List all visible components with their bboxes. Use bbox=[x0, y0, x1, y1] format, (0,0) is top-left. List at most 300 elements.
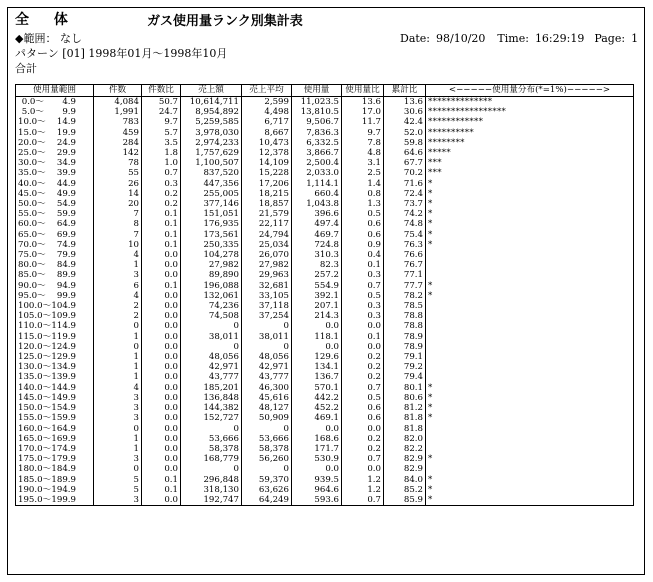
usage-ratio-cell: 0.4 bbox=[342, 250, 384, 260]
range-high: 119.9 bbox=[51, 331, 76, 342]
table-row bbox=[16, 97, 634, 108]
range-low: 115.0〜 bbox=[18, 331, 52, 342]
count-cell: 5 bbox=[94, 485, 142, 495]
range-cell bbox=[16, 342, 94, 352]
usage-ratio-cell: 17.0 bbox=[342, 107, 384, 117]
range-high: 184.9 bbox=[51, 464, 76, 475]
range-cell bbox=[16, 107, 94, 117]
usage-cell: 396.6 bbox=[292, 209, 342, 219]
sales-cell: 74,236 bbox=[181, 301, 242, 311]
usage-ratio-cell: 13.6 bbox=[342, 97, 384, 108]
col-header: 件数比 bbox=[142, 85, 181, 97]
cum-ratio-cell: 80.6 bbox=[384, 393, 426, 403]
range-cell bbox=[16, 260, 94, 270]
usage-cell: 593.6 bbox=[292, 495, 342, 506]
sales-cell: 185,201 bbox=[181, 383, 242, 393]
cum-ratio-cell: 67.7 bbox=[384, 158, 426, 168]
range-high: 114.9 bbox=[51, 321, 76, 332]
table-row bbox=[16, 475, 634, 485]
sales-avg-cell: 8,667 bbox=[242, 128, 292, 138]
table-row bbox=[16, 301, 634, 311]
range-low: 70.0〜 bbox=[18, 239, 46, 250]
usage-ratio-cell: 0.6 bbox=[342, 403, 384, 413]
cum-ratio-cell: 82.9 bbox=[384, 454, 426, 464]
range-cell bbox=[16, 495, 94, 506]
count-cell: 4 bbox=[94, 291, 142, 301]
count-cell: 5 bbox=[94, 475, 142, 485]
range-cell bbox=[16, 403, 94, 413]
sales-cell: 447,356 bbox=[181, 179, 242, 189]
range-low: 25.0〜 bbox=[18, 148, 46, 159]
usage-cell: 452.2 bbox=[292, 403, 342, 413]
sales-cell: 377,146 bbox=[181, 199, 242, 209]
count-cell: 0 bbox=[94, 464, 142, 474]
table-row bbox=[16, 138, 634, 148]
range-cell bbox=[16, 219, 94, 229]
sales-cell: 74,508 bbox=[181, 311, 242, 321]
range-cell bbox=[16, 128, 94, 138]
distribution-bar: * bbox=[426, 393, 634, 403]
table-row bbox=[16, 362, 634, 372]
range-low: 55.0〜 bbox=[18, 209, 46, 220]
range-low: 75.0〜 bbox=[18, 250, 46, 261]
count-ratio-cell: 0.3 bbox=[142, 179, 181, 189]
cum-ratio-cell: 76.6 bbox=[384, 250, 426, 260]
distribution-bar: ********** bbox=[426, 128, 634, 138]
sales-avg-cell: 24,794 bbox=[242, 230, 292, 240]
sales-cell: 3,978,030 bbox=[181, 128, 242, 138]
sales-cell: 192,747 bbox=[181, 495, 242, 506]
usage-cell: 724.8 bbox=[292, 240, 342, 250]
usage-cell: 13,810.5 bbox=[292, 107, 342, 117]
count-ratio-cell: 0.0 bbox=[142, 321, 181, 331]
sales-cell: 10,614,711 bbox=[181, 97, 242, 108]
range-high: 64.9 bbox=[56, 219, 76, 230]
distribution-bar bbox=[426, 270, 634, 280]
col-header: 累計比 bbox=[384, 85, 426, 97]
usage-ratio-cell: 0.1 bbox=[342, 332, 384, 342]
table-row bbox=[16, 199, 634, 209]
count-cell: 2 bbox=[94, 301, 142, 311]
range-high: 154.9 bbox=[51, 403, 76, 414]
sales-avg-cell: 58,378 bbox=[242, 444, 292, 454]
count-ratio-cell: 0.1 bbox=[142, 475, 181, 485]
table-row bbox=[16, 158, 634, 168]
sales-cell: 5,259,585 bbox=[181, 117, 242, 127]
pattern-line bbox=[15, 47, 227, 60]
cum-ratio-cell: 30.6 bbox=[384, 107, 426, 117]
table-row bbox=[16, 260, 634, 270]
count-ratio-cell: 24.7 bbox=[142, 107, 181, 117]
range-high: 19.9 bbox=[56, 127, 76, 138]
cum-ratio-cell: 70.2 bbox=[384, 168, 426, 178]
date-value: 98/10/20 bbox=[436, 32, 486, 45]
table-row bbox=[16, 117, 634, 127]
count-ratio-cell: 0.0 bbox=[142, 332, 181, 342]
count-ratio-cell: 0.0 bbox=[142, 372, 181, 382]
range-high: 149.9 bbox=[51, 392, 76, 403]
distribution-bar: * bbox=[426, 199, 634, 209]
sales-avg-cell: 10,473 bbox=[242, 138, 292, 148]
count-ratio-cell: 1.8 bbox=[142, 148, 181, 158]
table-row bbox=[16, 148, 634, 158]
count-ratio-cell: 0.1 bbox=[142, 485, 181, 495]
count-ratio-cell: 50.7 bbox=[142, 97, 181, 108]
sales-cell: 173,561 bbox=[181, 230, 242, 240]
cum-ratio-cell: 81.8 bbox=[384, 424, 426, 434]
cum-ratio-cell: 78.8 bbox=[384, 321, 426, 331]
usage-ratio-cell: 2.5 bbox=[342, 168, 384, 178]
range-low: 140.0〜 bbox=[18, 382, 52, 393]
table-row bbox=[16, 454, 634, 464]
cum-ratio-cell: 81.8 bbox=[384, 413, 426, 423]
range-cell bbox=[16, 209, 94, 219]
col-header: 売上額 bbox=[181, 85, 242, 97]
range-cell bbox=[16, 444, 94, 454]
range-cell bbox=[16, 189, 94, 199]
cum-ratio-cell: 73.7 bbox=[384, 199, 426, 209]
usage-ratio-cell: 11.7 bbox=[342, 117, 384, 127]
count-cell: 4,084 bbox=[94, 97, 142, 108]
usage-cell: 0.0 bbox=[292, 342, 342, 352]
cum-ratio-cell: 59.8 bbox=[384, 138, 426, 148]
range-low: 135.0〜 bbox=[18, 372, 52, 383]
range-high: 144.9 bbox=[51, 382, 76, 393]
usage-cell: 3,866.7 bbox=[292, 148, 342, 158]
range-low: 15.0〜 bbox=[18, 127, 46, 138]
range-cell bbox=[16, 475, 94, 485]
range-low: 150.0〜 bbox=[18, 403, 52, 414]
usage-cell: 0.0 bbox=[292, 424, 342, 434]
count-ratio-cell: 0.0 bbox=[142, 342, 181, 352]
distribution-bar bbox=[426, 424, 634, 434]
sales-cell: 42,971 bbox=[181, 362, 242, 372]
sales-cell: 58,378 bbox=[181, 444, 242, 454]
usage-cell: 570.1 bbox=[292, 383, 342, 393]
range-low: 20.0〜 bbox=[18, 137, 46, 148]
table-row bbox=[16, 342, 634, 352]
col-header: <−−−−−使用量分布(*=1%)−−−−−> bbox=[426, 85, 634, 97]
distribution-bar: * bbox=[426, 485, 634, 495]
sales-avg-cell: 32,681 bbox=[242, 281, 292, 291]
usage-cell: 257.2 bbox=[292, 270, 342, 280]
count-ratio-cell: 0.0 bbox=[142, 260, 181, 270]
usage-cell: 554.9 bbox=[292, 281, 342, 291]
usage-cell: 939.5 bbox=[292, 475, 342, 485]
distribution-bar: ************** bbox=[426, 97, 634, 108]
range-low: 85.0〜 bbox=[18, 270, 46, 281]
usage-cell: 0.0 bbox=[292, 464, 342, 474]
sales-cell: 837,520 bbox=[181, 168, 242, 178]
sales-avg-cell: 2,599 bbox=[242, 97, 292, 108]
time-value: 16:29:19 bbox=[534, 32, 585, 45]
usage-cell: 530.9 bbox=[292, 454, 342, 464]
usage-cell: 497.4 bbox=[292, 219, 342, 229]
report-title: ガス使用量ランク別集計表 bbox=[147, 14, 303, 29]
sales-avg-cell: 56,260 bbox=[242, 454, 292, 464]
range-low: 5.0〜 bbox=[21, 107, 44, 118]
col-header: 使用量範囲 bbox=[16, 85, 94, 97]
usage-ratio-cell: 0.0 bbox=[342, 342, 384, 352]
table-header-row bbox=[16, 85, 634, 97]
count-ratio-cell: 0.0 bbox=[142, 311, 181, 321]
count-cell: 55 bbox=[94, 168, 142, 178]
range-low: 155.0〜 bbox=[18, 413, 52, 424]
usage-cell: 0.0 bbox=[292, 321, 342, 331]
pattern-label: パターン bbox=[15, 47, 59, 60]
sales-cell: 2,974,233 bbox=[181, 138, 242, 148]
range-low: 35.0〜 bbox=[18, 168, 46, 179]
distribution-bar: * bbox=[426, 281, 634, 291]
distribution-bar: ***************** bbox=[426, 107, 634, 117]
count-cell: 78 bbox=[94, 158, 142, 168]
sales-avg-cell: 15,228 bbox=[242, 168, 292, 178]
table-row bbox=[16, 270, 634, 280]
table-row bbox=[16, 393, 634, 403]
range-cell bbox=[16, 485, 94, 495]
cum-ratio-cell: 82.9 bbox=[384, 464, 426, 474]
range-cell bbox=[16, 148, 94, 158]
count-ratio-cell: 0.0 bbox=[142, 270, 181, 280]
usage-ratio-cell: 0.3 bbox=[342, 301, 384, 311]
table-row bbox=[16, 332, 634, 342]
range-high: 124.9 bbox=[51, 341, 76, 352]
range-low: 65.0〜 bbox=[18, 229, 46, 240]
range-value: なし bbox=[59, 32, 82, 45]
count-cell: 7 bbox=[94, 230, 142, 240]
distribution-bar: *** bbox=[426, 168, 634, 178]
range-low: 100.0〜 bbox=[18, 301, 52, 312]
count-cell: 1 bbox=[94, 372, 142, 382]
range-high: 54.9 bbox=[56, 199, 76, 210]
count-cell: 1,991 bbox=[94, 107, 142, 117]
range-low: 50.0〜 bbox=[18, 199, 46, 210]
count-ratio-cell: 0.0 bbox=[142, 403, 181, 413]
range-cell bbox=[16, 179, 94, 189]
range-low: 45.0〜 bbox=[18, 188, 46, 199]
usage-ratio-cell: 0.6 bbox=[342, 413, 384, 423]
sales-cell: 43,777 bbox=[181, 372, 242, 382]
usage-cell: 7,836.3 bbox=[292, 128, 342, 138]
distribution-bar: * bbox=[426, 403, 634, 413]
count-cell: 2 bbox=[94, 311, 142, 321]
usage-ratio-cell: 1.2 bbox=[342, 475, 384, 485]
range-cell bbox=[16, 454, 94, 464]
count-cell: 3 bbox=[94, 413, 142, 423]
sales-avg-cell: 25,034 bbox=[242, 240, 292, 250]
count-ratio-cell: 0.0 bbox=[142, 434, 181, 444]
table-row bbox=[16, 240, 634, 250]
count-ratio-cell: 0.0 bbox=[142, 352, 181, 362]
sales-cell: 176,935 bbox=[181, 219, 242, 229]
range-cell bbox=[16, 97, 94, 108]
usage-ratio-cell: 0.7 bbox=[342, 281, 384, 291]
count-ratio-cell: 0.0 bbox=[142, 291, 181, 301]
distribution-bar bbox=[426, 342, 634, 352]
sales-avg-cell: 0 bbox=[242, 464, 292, 474]
count-cell: 0 bbox=[94, 424, 142, 434]
cum-ratio-cell: 82.2 bbox=[384, 444, 426, 454]
usage-ratio-cell: 0.7 bbox=[342, 495, 384, 506]
distribution-bar bbox=[426, 372, 634, 382]
range-high: 194.9 bbox=[51, 484, 76, 495]
range-cell bbox=[16, 413, 94, 423]
sales-cell: 48,056 bbox=[181, 352, 242, 362]
cum-ratio-cell: 64.6 bbox=[384, 148, 426, 158]
range-cell bbox=[16, 168, 94, 178]
sales-avg-cell: 18,857 bbox=[242, 199, 292, 209]
report-meta bbox=[400, 32, 638, 45]
count-ratio-cell: 1.0 bbox=[142, 158, 181, 168]
usage-ratio-cell: 0.8 bbox=[342, 189, 384, 199]
cum-ratio-cell: 77.1 bbox=[384, 270, 426, 280]
range-high: 134.9 bbox=[51, 362, 76, 373]
range-cell bbox=[16, 383, 94, 393]
usage-cell: 442.2 bbox=[292, 393, 342, 403]
count-ratio-cell: 0.1 bbox=[142, 230, 181, 240]
usage-cell: 11,023.5 bbox=[292, 97, 342, 108]
col-header: 件数 bbox=[94, 85, 142, 97]
distribution-bar: * bbox=[426, 383, 634, 393]
sales-avg-cell: 50,909 bbox=[242, 413, 292, 423]
distribution-bar: * bbox=[426, 189, 634, 199]
range-line bbox=[15, 32, 82, 45]
distribution-bar: * bbox=[426, 209, 634, 219]
usage-ratio-cell: 7.8 bbox=[342, 138, 384, 148]
usage-ratio-cell: 3.1 bbox=[342, 158, 384, 168]
usage-cell: 469.1 bbox=[292, 413, 342, 423]
count-ratio-cell: 0.0 bbox=[142, 454, 181, 464]
usage-ratio-cell: 0.5 bbox=[342, 209, 384, 219]
count-ratio-cell: 0.0 bbox=[142, 383, 181, 393]
range-low: 120.0〜 bbox=[18, 341, 52, 352]
range-high: 139.9 bbox=[51, 372, 76, 383]
distribution-bar: * bbox=[426, 291, 634, 301]
sales-avg-cell: 22,117 bbox=[242, 219, 292, 229]
range-high: 89.9 bbox=[56, 270, 76, 281]
usage-cell: 469.7 bbox=[292, 230, 342, 240]
sales-cell: 89,890 bbox=[181, 270, 242, 280]
distribution-bar bbox=[426, 332, 634, 342]
range-high: 169.9 bbox=[51, 433, 76, 444]
col-header: 使用量 bbox=[292, 85, 342, 97]
table-row bbox=[16, 230, 634, 240]
cum-ratio-cell: 74.2 bbox=[384, 209, 426, 219]
range-high: 69.9 bbox=[56, 229, 76, 240]
range-cell bbox=[16, 321, 94, 331]
report-scope: 全 体 bbox=[15, 12, 78, 28]
count-cell: 3 bbox=[94, 495, 142, 506]
range-cell bbox=[16, 332, 94, 342]
total-label: 合計 bbox=[15, 62, 37, 75]
pattern-value: [01] 1998年01月〜1998年10月 bbox=[62, 47, 228, 60]
sales-cell: 255,005 bbox=[181, 189, 242, 199]
distribution-bar bbox=[426, 311, 634, 321]
distribution-bar: * bbox=[426, 219, 634, 229]
range-high: 189.9 bbox=[51, 474, 76, 485]
range-cell bbox=[16, 424, 94, 434]
table-row bbox=[16, 403, 634, 413]
distribution-bar bbox=[426, 250, 634, 260]
sales-avg-cell: 18,215 bbox=[242, 189, 292, 199]
usage-cell: 214.3 bbox=[292, 311, 342, 321]
cum-ratio-cell: 78.9 bbox=[384, 332, 426, 342]
count-cell: 14 bbox=[94, 189, 142, 199]
count-cell: 459 bbox=[94, 128, 142, 138]
distribution-bar bbox=[426, 260, 634, 270]
sales-cell: 0 bbox=[181, 464, 242, 474]
cum-ratio-cell: 78.5 bbox=[384, 301, 426, 311]
sales-avg-cell: 43,777 bbox=[242, 372, 292, 382]
range-high: 109.9 bbox=[51, 311, 76, 322]
count-ratio-cell: 0.0 bbox=[142, 250, 181, 260]
count-cell: 142 bbox=[94, 148, 142, 158]
table-row bbox=[16, 107, 634, 117]
sales-cell: 136,848 bbox=[181, 393, 242, 403]
sales-avg-cell: 38,011 bbox=[242, 332, 292, 342]
table-row bbox=[16, 189, 634, 199]
sales-cell: 0 bbox=[181, 321, 242, 331]
count-cell: 4 bbox=[94, 383, 142, 393]
distribution-bar bbox=[426, 464, 634, 474]
table-row bbox=[16, 434, 634, 444]
range-high: 14.9 bbox=[56, 117, 76, 128]
range-low: 195.0〜 bbox=[18, 494, 52, 505]
count-ratio-cell: 0.1 bbox=[142, 281, 181, 291]
range-low: 185.0〜 bbox=[18, 474, 52, 485]
table-row bbox=[16, 179, 634, 189]
sales-avg-cell: 21,579 bbox=[242, 209, 292, 219]
usage-cell: 310.3 bbox=[292, 250, 342, 260]
range-cell bbox=[16, 250, 94, 260]
count-ratio-cell: 0.0 bbox=[142, 424, 181, 434]
range-high: 164.9 bbox=[51, 423, 76, 434]
cum-ratio-cell: 84.0 bbox=[384, 475, 426, 485]
range-high: 199.9 bbox=[51, 494, 76, 505]
usage-ratio-cell: 1.2 bbox=[342, 485, 384, 495]
range-low: 40.0〜 bbox=[18, 178, 46, 189]
range-cell bbox=[16, 158, 94, 168]
range-high: 59.9 bbox=[56, 209, 76, 220]
count-ratio-cell: 0.0 bbox=[142, 495, 181, 506]
sales-avg-cell: 12,378 bbox=[242, 148, 292, 158]
count-ratio-cell: 0.0 bbox=[142, 413, 181, 423]
usage-cell: 171.7 bbox=[292, 444, 342, 454]
usage-cell: 9,506.7 bbox=[292, 117, 342, 127]
range-cell bbox=[16, 291, 94, 301]
range-high: 34.9 bbox=[56, 158, 76, 169]
range-low: 130.0〜 bbox=[18, 362, 52, 373]
range-low: 125.0〜 bbox=[18, 352, 52, 363]
usage-cell: 660.4 bbox=[292, 189, 342, 199]
sales-avg-cell: 48,127 bbox=[242, 403, 292, 413]
count-ratio-cell: 0.2 bbox=[142, 189, 181, 199]
usage-cell: 1,114.1 bbox=[292, 179, 342, 189]
count-ratio-cell: 9.7 bbox=[142, 117, 181, 127]
sales-cell: 1,757,629 bbox=[181, 148, 242, 158]
date-label: Date: bbox=[400, 32, 431, 45]
range-low: 190.0〜 bbox=[18, 484, 52, 495]
table-row bbox=[16, 383, 634, 393]
range-high: 84.9 bbox=[56, 260, 76, 271]
cum-ratio-cell: 76.3 bbox=[384, 240, 426, 250]
usage-cell: 129.6 bbox=[292, 352, 342, 362]
range-low: 105.0〜 bbox=[18, 311, 52, 322]
table-row bbox=[16, 495, 634, 506]
usage-ratio-cell: 0.6 bbox=[342, 230, 384, 240]
sales-cell: 168,779 bbox=[181, 454, 242, 464]
range-cell bbox=[16, 352, 94, 362]
